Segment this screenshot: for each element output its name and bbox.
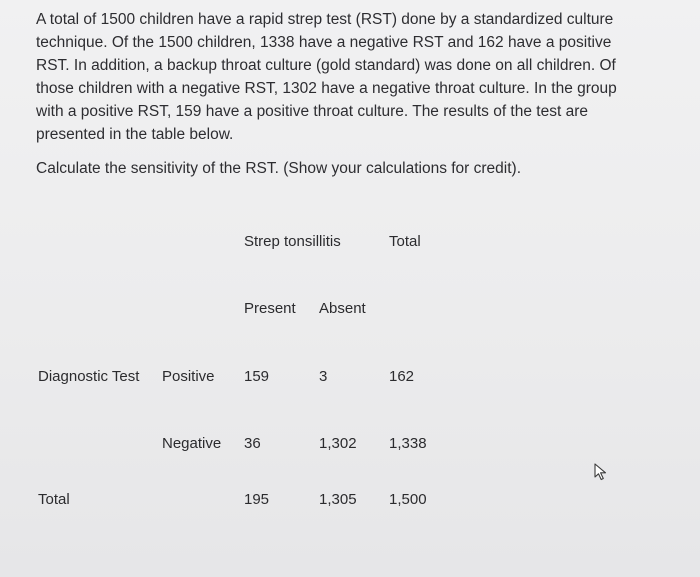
total-row-label: Total bbox=[38, 491, 70, 508]
total-column-header: Total bbox=[389, 233, 421, 250]
cell-total-absent: 1,305 bbox=[319, 491, 357, 508]
problem-statement: A total of 1500 children have a rapid strep test (RST) done by a standardized culture technique. Of the 1500 children, 1338 have a negative RST and 162 have a positive RST. In addition, a backup throat culture (gold standard) was done on all children. Of those children with a negative RST, 1302 have a negative throat culture. In the group with a positive RST, 159 have a positive throat culture. The results of the test are presented in the table below. bbox=[36, 11, 617, 143]
mouse-pointer-icon bbox=[593, 463, 609, 481]
diagnostic-test-label: Diagnostic Test bbox=[38, 368, 140, 385]
row-label-negative: Negative bbox=[162, 435, 222, 452]
question-text: Calculate the sensitivity of the RST. (Show your calculations for credit). bbox=[36, 160, 522, 177]
cell-positive-present: 159 bbox=[244, 368, 270, 385]
cell-grand-total: 1,500 bbox=[389, 491, 427, 508]
cell-negative-present: 36 bbox=[244, 435, 261, 452]
cell-negative-total: 1,338 bbox=[389, 435, 427, 452]
present-column-header: Present bbox=[244, 300, 296, 317]
cell-negative-absent: 1,302 bbox=[319, 435, 357, 452]
cell-total-present: 195 bbox=[244, 491, 270, 508]
cell-positive-total: 162 bbox=[389, 368, 415, 385]
cell-positive-absent: 3 bbox=[319, 368, 328, 385]
question-prompt bbox=[36, 8, 648, 180]
row-label-positive: Positive bbox=[162, 368, 215, 385]
absent-column-header: Absent bbox=[319, 300, 366, 317]
strep-tonsillitis-header: Strep tonsillitis bbox=[244, 233, 341, 250]
